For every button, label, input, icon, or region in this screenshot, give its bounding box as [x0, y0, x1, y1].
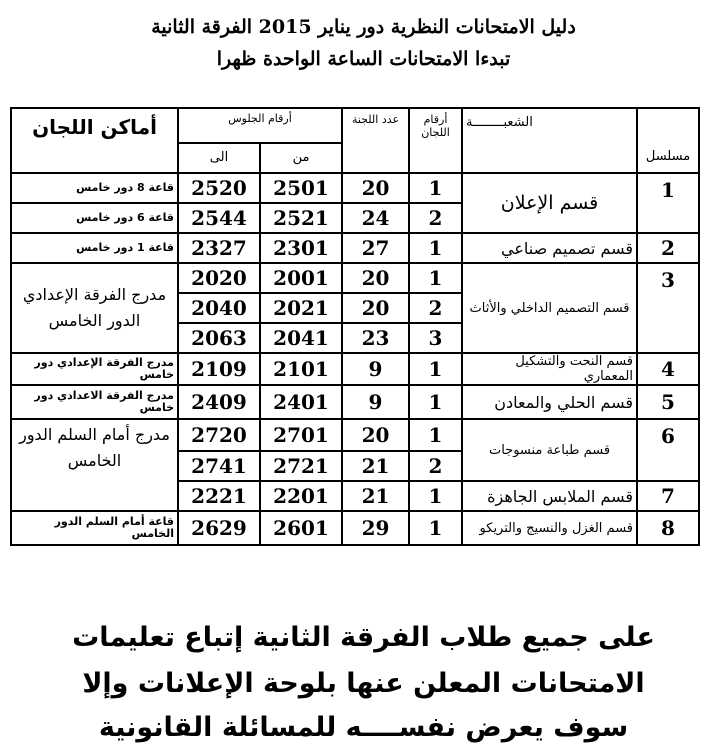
department-cell: قسم طباعة منسوجات — [462, 419, 637, 481]
header-committee-numbers: أرقام اللجان — [409, 108, 462, 173]
seat-from-cell: 2021 — [260, 293, 342, 323]
department-cell: قسم تصميم صناعي — [462, 233, 637, 263]
seat-from-cell: 2301 — [260, 233, 342, 263]
notice-line-2: الامتحانات المعلن عنها بلوحة الإعلانات وإلا — [82, 668, 645, 699]
seat-from-cell: 2401 — [260, 385, 342, 419]
seat-to-cell: 2544 — [178, 203, 260, 233]
seat-from-cell: 2041 — [260, 323, 342, 353]
seat-to-cell: 2741 — [178, 451, 260, 481]
exam-schedule-table — [10, 107, 700, 546]
header-to: الى — [178, 143, 260, 173]
location-cell: قاعة 6 دور خامس — [11, 203, 178, 233]
seat-from-cell: 2101 — [260, 353, 342, 385]
seat-to-cell: 2629 — [178, 511, 260, 545]
count-cell: 21 — [342, 451, 409, 481]
committee-cell: 3 — [409, 323, 462, 353]
seat-from-cell: 2521 — [260, 203, 342, 233]
document-subtitle: تبدءا الامتحانات الساعة الواحدة ظهرا — [216, 48, 511, 70]
location-cell: مدرج الفرقة الاعدادي دور خامس — [11, 385, 178, 419]
committee-cell: 1 — [409, 481, 462, 511]
notice-line-3: سوف يعرض نفســــه للمسائلة القانونية — [98, 712, 629, 743]
location-cell: قاعة 1 دور خامس — [11, 233, 178, 263]
table-row — [11, 233, 699, 263]
seat-to-cell: 2327 — [178, 233, 260, 263]
serial-cell: 4 — [637, 353, 699, 385]
location-cell: مدرج أمام السلم الدور الخامس — [11, 419, 178, 511]
committee-cell: 1 — [409, 263, 462, 293]
table-row — [11, 419, 699, 451]
seat-from-cell: 2201 — [260, 481, 342, 511]
committee-cell: 1 — [409, 173, 462, 203]
table-row — [11, 263, 699, 293]
header-seat-numbers: أرقام الجلوس — [178, 108, 342, 143]
seat-from-cell: 2721 — [260, 451, 342, 481]
department-cell: قسم النحت والتشكيل المعماري — [462, 353, 637, 385]
location-cell: قاعة أمام السلم الدور الخامس — [11, 511, 178, 545]
table-row — [11, 353, 699, 385]
header-locations: أماكن اللجان — [11, 108, 178, 173]
seat-from-cell: 2601 — [260, 511, 342, 545]
location-cell: مدرج الفرقة الإعدادي الدور الخامس — [11, 263, 178, 353]
count-cell: 27 — [342, 233, 409, 263]
department-cell: قسم التصميم الداخلي والأثاث — [462, 263, 637, 353]
department-cell: قسم الإعلان — [462, 173, 637, 233]
header-from: من — [260, 143, 342, 173]
location-cell: قاعة 8 دور خامس — [11, 173, 178, 203]
seat-to-cell: 2221 — [178, 481, 260, 511]
serial-cell: 5 — [637, 385, 699, 419]
committee-cell: 1 — [409, 511, 462, 545]
header-serial: مسلسل — [637, 108, 699, 173]
seat-from-cell: 2001 — [260, 263, 342, 293]
count-cell: 20 — [342, 173, 409, 203]
location-cell: مدرج الفرقة الإعدادي دور خامس — [11, 353, 178, 385]
header-row — [11, 108, 699, 143]
serial-cell: 3 — [637, 263, 699, 353]
count-cell: 24 — [342, 203, 409, 233]
seat-to-cell: 2409 — [178, 385, 260, 419]
seat-to-cell: 2020 — [178, 263, 260, 293]
count-cell: 23 — [342, 323, 409, 353]
seat-to-cell: 2520 — [178, 173, 260, 203]
seat-from-cell: 2701 — [260, 419, 342, 451]
serial-cell: 8 — [637, 511, 699, 545]
count-cell: 9 — [342, 385, 409, 419]
serial-cell: 2 — [637, 233, 699, 263]
committee-cell: 1 — [409, 233, 462, 263]
count-cell: 21 — [342, 481, 409, 511]
committee-cell: 1 — [409, 385, 462, 419]
committee-cell: 2 — [409, 293, 462, 323]
count-cell: 9 — [342, 353, 409, 385]
table-row — [11, 385, 699, 419]
document-title: دليل الامتحانات النظرية دور يناير 2015 الفرقة الثانية — [151, 16, 576, 38]
committee-cell: 1 — [409, 419, 462, 451]
department-cell: قسم الحلي والمعادن — [462, 385, 637, 419]
count-cell: 20 — [342, 293, 409, 323]
table-row — [11, 511, 699, 545]
seat-from-cell: 2501 — [260, 173, 342, 203]
seat-to-cell: 2720 — [178, 419, 260, 451]
committee-cell: 2 — [409, 451, 462, 481]
count-cell: 20 — [342, 419, 409, 451]
seat-to-cell: 2040 — [178, 293, 260, 323]
seat-to-cell: 2063 — [178, 323, 260, 353]
serial-cell: 1 — [637, 173, 699, 233]
table-row — [11, 173, 699, 203]
committee-cell: 2 — [409, 203, 462, 233]
count-cell: 20 — [342, 263, 409, 293]
count-cell: 29 — [342, 511, 409, 545]
serial-cell: 7 — [637, 481, 699, 511]
header-committee-count: عدد اللجنة — [342, 108, 409, 173]
department-cell: قسم الغزل والنسيج والتريكو — [462, 511, 637, 545]
committee-cell: 1 — [409, 353, 462, 385]
serial-cell: 6 — [637, 419, 699, 481]
header-department: الشعبــــــــة — [462, 108, 637, 173]
department-cell: قسم الملابس الجاهزة — [462, 481, 637, 511]
notice-line-1: على جميع طلاب الفرقة الثانية إتباع تعليمات — [72, 622, 655, 653]
seat-to-cell: 2109 — [178, 353, 260, 385]
